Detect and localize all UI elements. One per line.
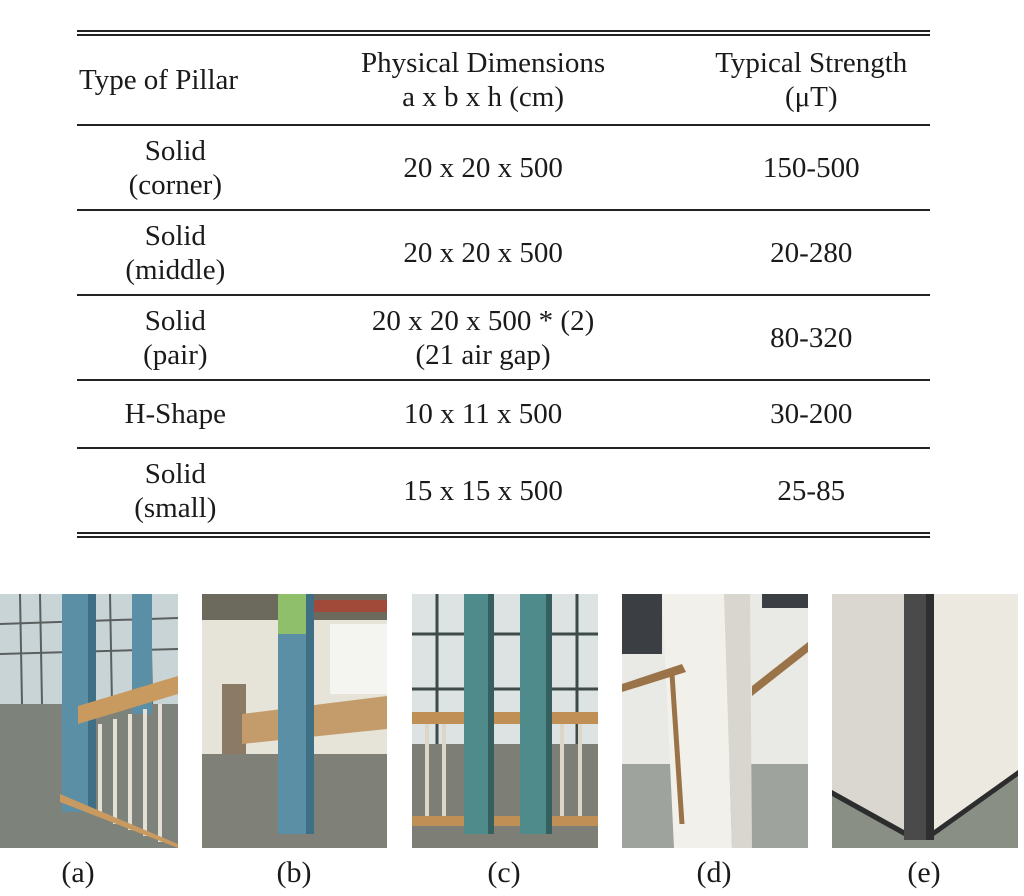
photo-d-image bbox=[622, 594, 808, 848]
photo-a-image bbox=[0, 594, 178, 848]
cell-dimensions bbox=[274, 210, 693, 295]
header-strength bbox=[693, 36, 930, 125]
cell-strength: 20-280 bbox=[693, 210, 930, 295]
photo-e bbox=[832, 594, 1018, 848]
photo-b bbox=[202, 594, 387, 848]
photo-b-image bbox=[202, 594, 387, 848]
table-row bbox=[77, 295, 930, 380]
caption-c: (c) bbox=[487, 856, 521, 889]
cell-strength: 25-85 bbox=[693, 448, 930, 532]
header-dimensions-line1: Physical Dimensions bbox=[361, 47, 606, 79]
cell-strength: 80-320 bbox=[693, 295, 930, 380]
cell-type-line2: (corner) bbox=[128, 168, 222, 201]
table bbox=[77, 36, 930, 532]
cell-dimensions-line1: 20 x 20 x 500 * (2) bbox=[371, 304, 595, 337]
cell-type bbox=[77, 448, 274, 532]
photo-d bbox=[622, 594, 808, 848]
cell-dimensions bbox=[274, 125, 693, 210]
cell-type-line2: (middle) bbox=[125, 253, 226, 286]
photo-c bbox=[412, 594, 598, 848]
cell-type-line1: Solid bbox=[144, 457, 206, 490]
table-header-row bbox=[77, 36, 930, 125]
header-strength-line2: (μT) bbox=[784, 81, 838, 113]
photo-a bbox=[0, 594, 178, 848]
cell-strength: 30-200 bbox=[693, 380, 930, 448]
cell-type-line1: Solid bbox=[144, 134, 206, 167]
cell-type bbox=[77, 125, 274, 210]
caption-e: (e) bbox=[907, 856, 941, 889]
pillar-photos bbox=[0, 594, 1024, 894]
table-bottom-rule bbox=[77, 532, 930, 538]
cell-type bbox=[77, 295, 274, 380]
cell-type bbox=[77, 210, 274, 295]
header-dimensions bbox=[274, 36, 693, 125]
cell-dimensions-line2: (21 air gap) bbox=[415, 338, 551, 371]
cell-dimensions bbox=[274, 380, 693, 448]
header-strength-line1: Typical Strength bbox=[715, 47, 908, 79]
table-row bbox=[77, 210, 930, 295]
cell-dimensions-line1: 20 x 20 x 500 bbox=[403, 236, 563, 269]
cell-dimensions-line1: 20 x 20 x 500 bbox=[403, 151, 563, 184]
table-row bbox=[77, 125, 930, 210]
pillar-table bbox=[77, 30, 930, 538]
photo-c-image bbox=[412, 594, 598, 848]
header-type bbox=[77, 36, 274, 125]
caption-d: (d) bbox=[696, 856, 732, 889]
photo-e-image bbox=[832, 594, 1018, 848]
cell-dimensions-line1: 15 x 15 x 500 bbox=[403, 474, 563, 507]
cell-type-line2: (pair) bbox=[143, 338, 208, 371]
cell-type-line2: (small) bbox=[134, 491, 217, 524]
cell-strength: 150-500 bbox=[693, 125, 930, 210]
header-dimensions-line2: a x b x h (cm) bbox=[402, 81, 565, 113]
caption-a: (a) bbox=[61, 856, 95, 889]
cell-type-line1: H-Shape bbox=[124, 398, 227, 430]
cell-dimensions bbox=[274, 295, 693, 380]
header-type-label: Type of Pillar bbox=[79, 64, 239, 96]
table-row bbox=[77, 448, 930, 532]
cell-type-line1: Solid bbox=[144, 219, 206, 252]
cell-dimensions bbox=[274, 448, 693, 532]
cell-dimensions-line1: 10 x 11 x 500 bbox=[403, 398, 563, 430]
cell-type bbox=[77, 380, 274, 448]
cell-type-line1: Solid bbox=[144, 304, 206, 337]
table-row bbox=[77, 380, 930, 448]
caption-b: (b) bbox=[276, 856, 312, 889]
